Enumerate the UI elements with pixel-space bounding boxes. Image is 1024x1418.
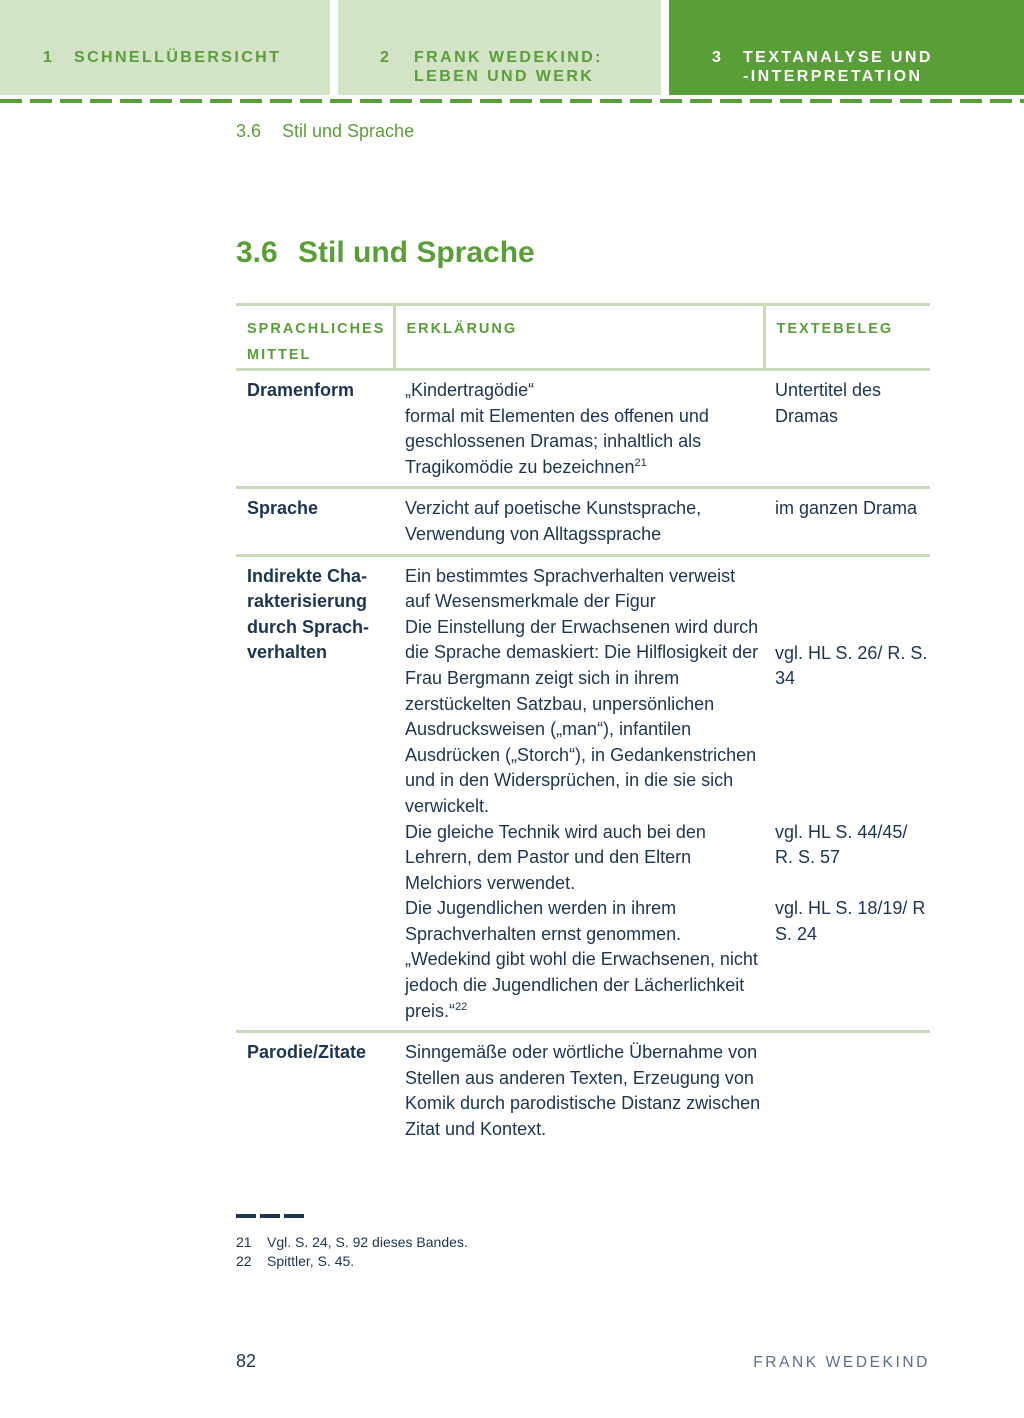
explanation-segment: formal mit Elementen des offenen und geschlossenen Dramas; inhaltlich als Tragikomödie zu bezeichnen (405, 405, 709, 477)
book-name: FRANK WEDEKIND (753, 1354, 930, 1371)
title-number: 3.6 (236, 236, 278, 269)
page-number: 82 (236, 1351, 257, 1371)
tab-number: 3 (712, 49, 724, 66)
table-row (236, 370, 930, 488)
footnote (236, 1252, 468, 1271)
row-explanation (394, 370, 764, 488)
footnote-text: Spittler, S. 45. (267, 1253, 355, 1269)
footnote (236, 1233, 468, 1252)
explanation-segment: Die gleiche Technik wird auch bei den Lehrern, dem Pastor und den Eltern Melchiors verwendet. (405, 821, 706, 893)
table-row (236, 1032, 930, 1149)
footnote-ref[interactable]: 21 (634, 456, 647, 469)
explanation-segment: Die Einstellung der Erwachsenen wird durch die Sprache demaskiert: Die Hilflosigkeit der Frau Bergmann zeigt sich in ihrem zerstückelten Satzbau, unpersönlichen Ausdrucksweisen („man“), infantilen Ausdrücken („Storch“), in Gedankenstrichen und in den Widersprüchen, in die sie sich verwickelt. (405, 616, 759, 816)
row-explanation: Verzicht auf poetische Kunstsprache, Verwendung von Alltagssprache (405, 498, 702, 544)
evidence-item: vgl. HL S. 44/45/ R. S. 57 (775, 821, 908, 868)
evidence-item: vgl. HL S. 26/ R. S. 34 (775, 642, 928, 689)
row-term: Sprache (247, 498, 319, 519)
row-evidence (764, 555, 930, 1032)
row-evidence (764, 1032, 930, 1149)
page-title (236, 236, 535, 270)
running-head-number: 3.6 (236, 121, 262, 141)
row-evidence: im ganzen Drama (775, 498, 918, 519)
table-row (236, 555, 930, 1032)
chapter-tabs (0, 0, 1024, 95)
column-header: SPRACHLICHES MITTEL (247, 321, 386, 363)
footnote-ref[interactable]: 22 (455, 1000, 468, 1013)
tab-label: FRANK WEDEKIND: LEBEN UND WERK (414, 49, 603, 85)
explanation-segment: Die Jugendlichen werden in ihrem Sprachverhalten ernst genommen. „Wedekind gibt wohl die Erwachsenen, nicht jedoch die Jugendlichen der Lächerlichkeit preis.“ (405, 898, 758, 1021)
row-explanation (394, 555, 764, 1032)
footnote-text: Vgl. S. 24, S. 92 dieses Bandes. (267, 1234, 468, 1250)
tab-number: 1 (43, 49, 55, 66)
row-evidence: Untertitel des Dramas (775, 380, 882, 426)
header-divider (0, 99, 1024, 103)
row-explanation: Sinngemäße oder wörtliche Übernahme von Stellen aus anderen Texten, Erzeugung von Komik durch parodistische Distanz zwischen Zitat und Kontext. (405, 1042, 761, 1140)
tab-label: TEXTANALYSE UND -INTERPRETATION (743, 49, 933, 85)
explanation-segment: „Kindertragödie“ (405, 380, 535, 400)
table-row (236, 488, 930, 555)
row-term: Dramenform (247, 380, 355, 400)
footnote-divider (236, 1214, 304, 1218)
tab-number: 2 (380, 49, 392, 66)
evidence-item: vgl. HL S. 18/19/ R S. 24 (775, 897, 926, 944)
tab-leben-und-werk[interactable] (338, 0, 661, 95)
tab-schnelluebersicht[interactable] (0, 0, 330, 95)
footnote-number: 21 (236, 1234, 252, 1250)
tab-textanalyse[interactable] (669, 0, 1024, 95)
row-term: Indirekte Charakterisierung durch Sprachverhalten (247, 565, 370, 663)
title-text: Stil und Sprache (298, 236, 535, 269)
column-header: TEXTEBELEG (764, 305, 930, 370)
tab-label: SCHNELLÜBERSICHT (74, 49, 282, 66)
explanation-segment: Ein bestimmtes Sprachverhalten verweist auf Wesensmerkmale der Figur (405, 565, 736, 612)
footnote-number: 22 (236, 1253, 252, 1269)
style-table (236, 303, 930, 1149)
row-term: Parodie/Zitate (247, 1042, 367, 1063)
column-header: ERKLÄRUNG (394, 305, 764, 370)
running-head-text: Stil und Sprache (282, 121, 415, 141)
running-head (236, 121, 414, 142)
table-header-row (236, 305, 930, 370)
footnotes (236, 1233, 468, 1271)
